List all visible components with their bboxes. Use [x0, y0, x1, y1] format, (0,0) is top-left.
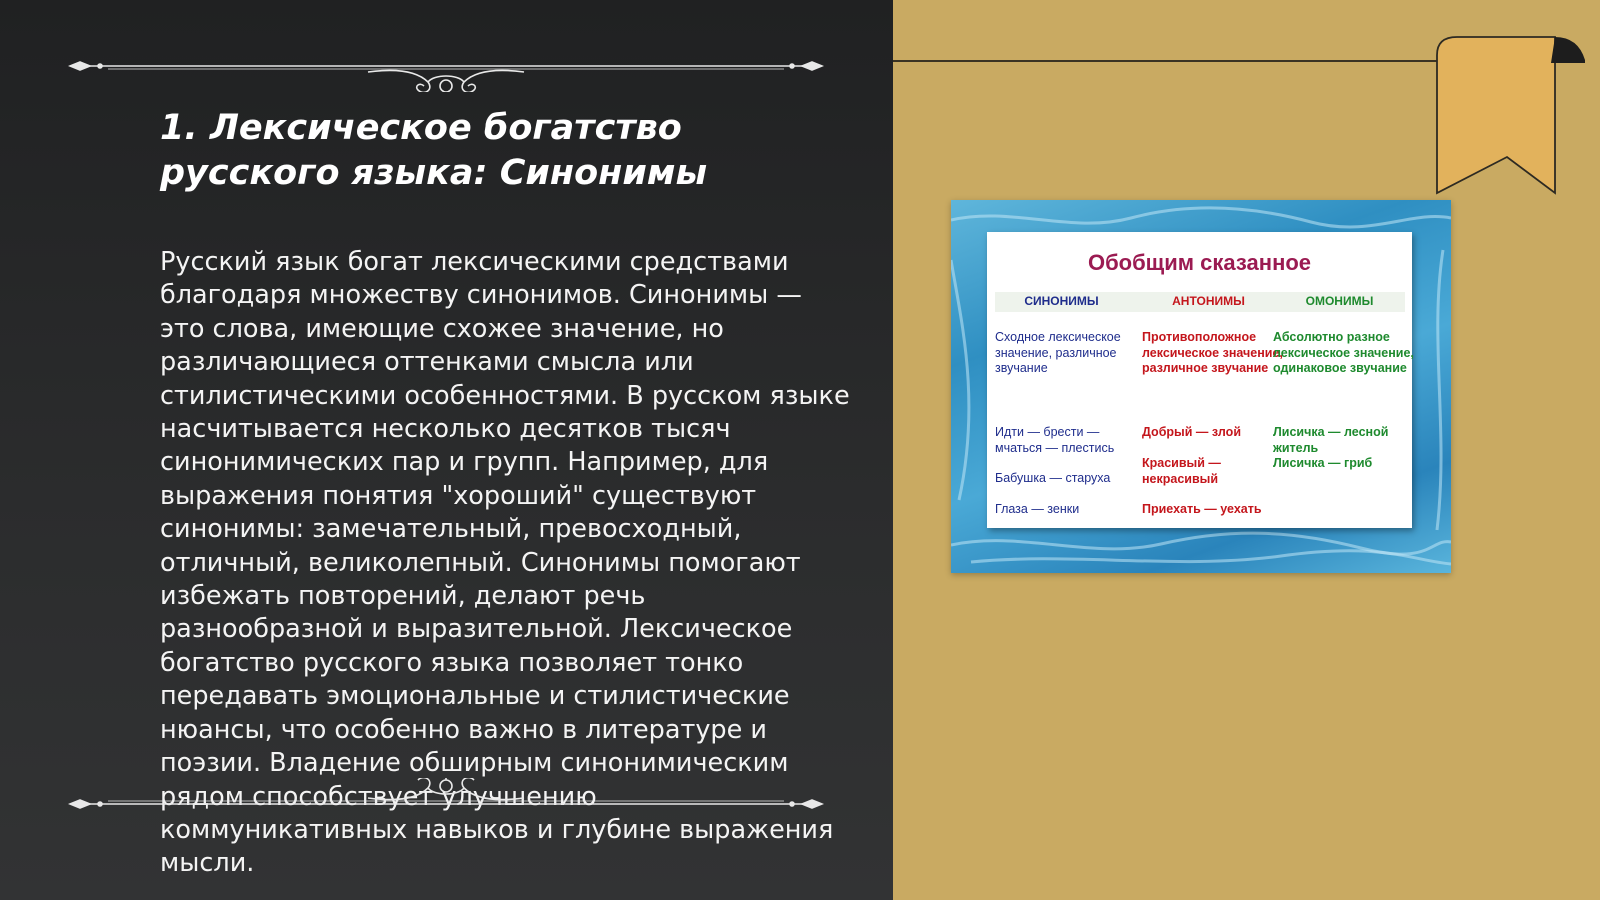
example-item: Бабушка — старуха — [995, 471, 1111, 485]
column-definition: Противоположное лексическое значение, различное звучание — [1142, 330, 1283, 375]
column-header: АНТОНИМЫ — [1172, 294, 1245, 308]
slide-title: 1. Лексическое богатство русского языка: Синонимы — [160, 108, 708, 193]
example-item: Идти — брести — мчаться — плестись — [995, 425, 1115, 455]
column-header: СИНОНИМЫ — [1024, 294, 1099, 308]
column-definition: Абсолютно разное лексическое значение, одинаковое звучание — [1273, 330, 1414, 375]
example-item: Глаза — зенки — [995, 502, 1080, 516]
example-item: Добрый — злой — [1142, 425, 1241, 439]
summary-card — [987, 232, 1412, 528]
column-definition: Сходное лексическое значение, различное звучание — [995, 330, 1121, 375]
slide-body-text: Русский язык богат лексическими средствами благодаря множеству синонимов. Синонимы — это слова, имеющие схожее значение, но различающиеся оттенками смысла или стилистическими особенностями. В русском языке насчитывается несколько десятков тысяч синонимических пар и групп. Например, для выражения понятия "хороший" существуют синонимы: замечательный, превосходный, отличный, великолепный. Синонимы помогают избежать повторений, делают речь разнообразной и выразительной. Лексическое богатство русского языка позволяет тонко передавать эмоциональные и стилистические нюансы, что особенно важно в литературе и поэзии. Владение обширным синонимическим рядом способствует улучшению коммуникативных навыков и глубине выражения мысли. — [160, 247, 850, 879]
example-item: Приехать — уехать — [1142, 502, 1262, 516]
frame-line — [893, 60, 1438, 62]
ornament-divider-top-icon — [68, 42, 824, 92]
summary-image — [951, 200, 1451, 573]
example-item: Лисичка — лесной житель — [1273, 425, 1389, 455]
example-item: Лисичка — гриб — [1273, 456, 1373, 470]
bookmark-ribbon-icon — [1433, 35, 1600, 200]
right-image-panel — [893, 0, 1600, 900]
card-title: Обобщим сказанное — [1087, 250, 1312, 275]
example-item: Красивый — некрасивый — [1142, 456, 1221, 486]
ornament-divider-bottom-icon — [68, 778, 824, 828]
column-header: ОМОНИМЫ — [1305, 294, 1374, 308]
